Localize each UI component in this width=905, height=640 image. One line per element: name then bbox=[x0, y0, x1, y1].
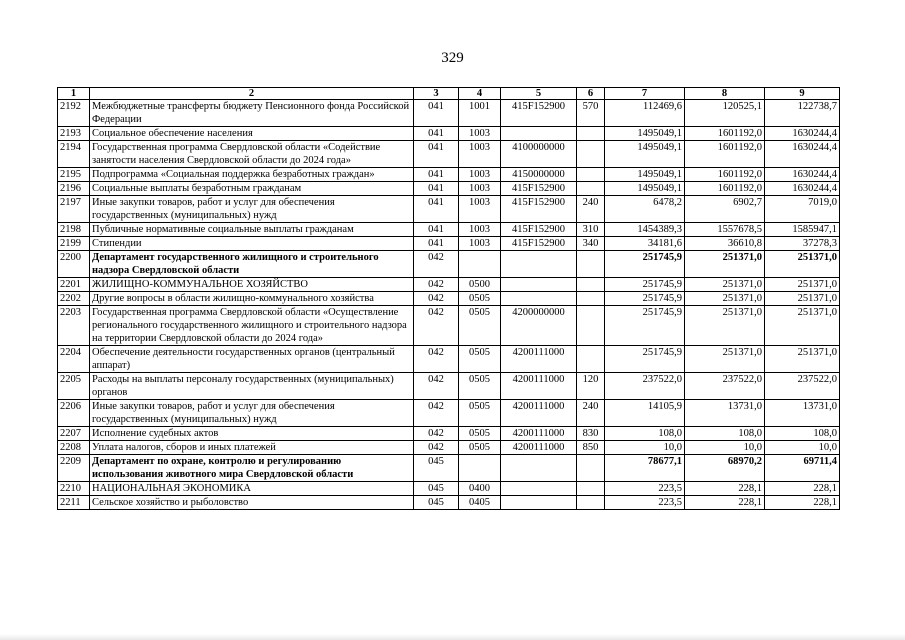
row-number-cell: 2206 bbox=[58, 400, 90, 427]
amount-year-1-cell: 251745,9 bbox=[605, 346, 685, 373]
item-name-cell: Исполнение судебных актов bbox=[90, 427, 414, 441]
amount-year-1-cell: 237522,0 bbox=[605, 373, 685, 400]
header-cell: 5 bbox=[501, 88, 577, 100]
ministry-code-cell: 045 bbox=[414, 496, 459, 510]
item-name-cell: Сельское хозяйство и рыболовство bbox=[90, 496, 414, 510]
expense-type-cell: 120 bbox=[577, 373, 605, 400]
row-number-cell: 2197 bbox=[58, 196, 90, 223]
expense-type-cell bbox=[577, 292, 605, 306]
amount-year-2-cell: 1601192,0 bbox=[685, 182, 765, 196]
amount-year-1-cell: 251745,9 bbox=[605, 278, 685, 292]
page-bottom-edge bbox=[0, 634, 905, 640]
amount-year-3-cell: 251371,0 bbox=[765, 251, 840, 278]
ministry-code-cell: 041 bbox=[414, 182, 459, 196]
target-item-cell: 415F152900 bbox=[501, 182, 577, 196]
table-row bbox=[58, 373, 840, 400]
expense-type-cell bbox=[577, 346, 605, 373]
expense-type-cell: 340 bbox=[577, 237, 605, 251]
item-name-cell: НАЦИОНАЛЬНАЯ ЭКОНОМИКА bbox=[90, 482, 414, 496]
row-number-cell: 2194 bbox=[58, 141, 90, 168]
table-row bbox=[58, 127, 840, 141]
amount-year-3-cell: 228,1 bbox=[765, 482, 840, 496]
row-number-cell: 2198 bbox=[58, 223, 90, 237]
amount-year-2-cell: 251371,0 bbox=[685, 278, 765, 292]
table-row bbox=[58, 251, 840, 278]
target-item-cell: 4200111000 bbox=[501, 441, 577, 455]
item-name-cell: Государственная программа Свердловской области «Содействие занятости населения Свердловской области до 2024 года» bbox=[90, 141, 414, 168]
target-item-cell: 415F152900 bbox=[501, 223, 577, 237]
expense-type-cell bbox=[577, 127, 605, 141]
section-code-cell: 1001 bbox=[459, 100, 501, 127]
ministry-code-cell: 041 bbox=[414, 100, 459, 127]
amount-year-3-cell: 1630244,4 bbox=[765, 127, 840, 141]
amount-year-1-cell: 108,0 bbox=[605, 427, 685, 441]
expense-type-cell: 570 bbox=[577, 100, 605, 127]
amount-year-2-cell: 120525,1 bbox=[685, 100, 765, 127]
target-item-cell: 4200111000 bbox=[501, 427, 577, 441]
header-row bbox=[58, 88, 840, 100]
amount-year-3-cell: 1630244,4 bbox=[765, 141, 840, 168]
ministry-code-cell: 042 bbox=[414, 441, 459, 455]
ministry-code-cell: 041 bbox=[414, 196, 459, 223]
amount-year-3-cell: 1585947,1 bbox=[765, 223, 840, 237]
amount-year-2-cell: 251371,0 bbox=[685, 251, 765, 278]
section-code-cell: 1003 bbox=[459, 182, 501, 196]
section-code-cell: 0505 bbox=[459, 427, 501, 441]
amount-year-1-cell: 1495049,1 bbox=[605, 168, 685, 182]
amount-year-1-cell: 1495049,1 bbox=[605, 182, 685, 196]
ministry-code-cell: 041 bbox=[414, 127, 459, 141]
amount-year-3-cell: 37278,3 bbox=[765, 237, 840, 251]
amount-year-3-cell: 228,1 bbox=[765, 496, 840, 510]
ministry-code-cell: 042 bbox=[414, 251, 459, 278]
item-name-cell: Государственная программа Свердловской области «Осуществление регионального государственного жилищного и строительного надзора на территории Свердловской области до 2024 года» bbox=[90, 306, 414, 346]
expense-type-cell: 310 bbox=[577, 223, 605, 237]
ministry-code-cell: 045 bbox=[414, 482, 459, 496]
row-number-cell: 2193 bbox=[58, 127, 90, 141]
amount-year-3-cell: 251371,0 bbox=[765, 278, 840, 292]
amount-year-3-cell: 1630244,4 bbox=[765, 182, 840, 196]
item-name-cell: Публичные нормативные социальные выплаты гражданам bbox=[90, 223, 414, 237]
amount-year-2-cell: 1557678,5 bbox=[685, 223, 765, 237]
section-code-cell: 0505 bbox=[459, 441, 501, 455]
section-code-cell bbox=[459, 251, 501, 278]
amount-year-1-cell: 6478,2 bbox=[605, 196, 685, 223]
amount-year-3-cell: 251371,0 bbox=[765, 306, 840, 346]
target-item-cell: 4200111000 bbox=[501, 400, 577, 427]
amount-year-1-cell: 1495049,1 bbox=[605, 127, 685, 141]
row-number-cell: 2203 bbox=[58, 306, 90, 346]
target-item-cell bbox=[501, 278, 577, 292]
amount-year-3-cell: 1630244,4 bbox=[765, 168, 840, 182]
ministry-code-cell: 041 bbox=[414, 141, 459, 168]
amount-year-3-cell: 7019,0 bbox=[765, 196, 840, 223]
section-code-cell: 0505 bbox=[459, 373, 501, 400]
amount-year-3-cell: 13731,0 bbox=[765, 400, 840, 427]
amount-year-2-cell: 228,1 bbox=[685, 482, 765, 496]
item-name-cell: Другие вопросы в области жилищно-коммунального хозяйства bbox=[90, 292, 414, 306]
amount-year-3-cell: 69711,4 bbox=[765, 455, 840, 482]
target-item-cell bbox=[501, 251, 577, 278]
amount-year-2-cell: 251371,0 bbox=[685, 306, 765, 346]
row-number-cell: 2210 bbox=[58, 482, 90, 496]
row-number-cell: 2201 bbox=[58, 278, 90, 292]
row-number-cell: 2192 bbox=[58, 100, 90, 127]
header-cell: 9 bbox=[765, 88, 840, 100]
amount-year-1-cell: 112469,6 bbox=[605, 100, 685, 127]
item-name-cell: Социальные выплаты безработным гражданам bbox=[90, 182, 414, 196]
ministry-code-cell: 041 bbox=[414, 237, 459, 251]
amount-year-3-cell: 251371,0 bbox=[765, 346, 840, 373]
amount-year-1-cell: 14105,9 bbox=[605, 400, 685, 427]
item-name-cell: Межбюджетные трансферты бюджету Пенсионного фонда Российской Федерации bbox=[90, 100, 414, 127]
header-cell: 1 bbox=[58, 88, 90, 100]
table-row bbox=[58, 237, 840, 251]
expense-type-cell: 240 bbox=[577, 196, 605, 223]
item-name-cell: Уплата налогов, сборов и иных платежей bbox=[90, 441, 414, 455]
header-cell: 2 bbox=[90, 88, 414, 100]
ministry-code-cell: 042 bbox=[414, 373, 459, 400]
amount-year-2-cell: 251371,0 bbox=[685, 346, 765, 373]
amount-year-2-cell: 1601192,0 bbox=[685, 141, 765, 168]
section-code-cell: 0505 bbox=[459, 292, 501, 306]
row-number-cell: 2196 bbox=[58, 182, 90, 196]
section-code-cell: 0505 bbox=[459, 306, 501, 346]
target-item-cell: 415F152900 bbox=[501, 100, 577, 127]
row-number-cell: 2199 bbox=[58, 237, 90, 251]
expense-type-cell bbox=[577, 455, 605, 482]
target-item-cell: 4150000000 bbox=[501, 168, 577, 182]
amount-year-3-cell: 10,0 bbox=[765, 441, 840, 455]
amount-year-2-cell: 13731,0 bbox=[685, 400, 765, 427]
item-name-cell: Социальное обеспечение населения bbox=[90, 127, 414, 141]
table-row bbox=[58, 441, 840, 455]
expense-type-cell: 830 bbox=[577, 427, 605, 441]
section-code-cell: 0505 bbox=[459, 346, 501, 373]
table-row bbox=[58, 292, 840, 306]
table-body bbox=[58, 100, 840, 510]
ministry-code-cell: 042 bbox=[414, 427, 459, 441]
ministry-code-cell: 042 bbox=[414, 346, 459, 373]
amount-year-2-cell: 108,0 bbox=[685, 427, 765, 441]
ministry-code-cell: 041 bbox=[414, 168, 459, 182]
amount-year-1-cell: 251745,9 bbox=[605, 306, 685, 346]
amount-year-1-cell: 78677,1 bbox=[605, 455, 685, 482]
table-row bbox=[58, 223, 840, 237]
amount-year-2-cell: 237522,0 bbox=[685, 373, 765, 400]
section-code-cell: 1003 bbox=[459, 223, 501, 237]
amount-year-1-cell: 251745,9 bbox=[605, 251, 685, 278]
table-row bbox=[58, 306, 840, 346]
target-item-cell bbox=[501, 482, 577, 496]
table-row bbox=[58, 182, 840, 196]
amount-year-2-cell: 68970,2 bbox=[685, 455, 765, 482]
section-code-cell: 1003 bbox=[459, 127, 501, 141]
row-number-cell: 2208 bbox=[58, 441, 90, 455]
table-row bbox=[58, 496, 840, 510]
item-name-cell: Иные закупки товаров, работ и услуг для обеспечения государственных (муниципальных) нужд bbox=[90, 196, 414, 223]
target-item-cell bbox=[501, 127, 577, 141]
table-row bbox=[58, 455, 840, 482]
amount-year-2-cell: 228,1 bbox=[685, 496, 765, 510]
section-code-cell: 1003 bbox=[459, 196, 501, 223]
section-code-cell: 0400 bbox=[459, 482, 501, 496]
amount-year-1-cell: 1495049,1 bbox=[605, 141, 685, 168]
row-number-cell: 2205 bbox=[58, 373, 90, 400]
item-name-cell: Департамент по охране, контролю и регулированию использования животного мира Свердловской области bbox=[90, 455, 414, 482]
row-number-cell: 2209 bbox=[58, 455, 90, 482]
amount-year-3-cell: 122738,7 bbox=[765, 100, 840, 127]
section-code-cell: 0505 bbox=[459, 400, 501, 427]
expense-type-cell bbox=[577, 141, 605, 168]
target-item-cell: 4200000000 bbox=[501, 306, 577, 346]
section-code-cell: 0500 bbox=[459, 278, 501, 292]
table-row bbox=[58, 196, 840, 223]
amount-year-1-cell: 223,5 bbox=[605, 496, 685, 510]
target-item-cell bbox=[501, 496, 577, 510]
table-row bbox=[58, 346, 840, 373]
ministry-code-cell: 041 bbox=[414, 223, 459, 237]
header-cell: 4 bbox=[459, 88, 501, 100]
item-name-cell: Обеспечение деятельности государственных органов (центральный аппарат) bbox=[90, 346, 414, 373]
ministry-code-cell: 042 bbox=[414, 400, 459, 427]
target-item-cell: 4200111000 bbox=[501, 373, 577, 400]
amount-year-1-cell: 10,0 bbox=[605, 441, 685, 455]
item-name-cell: Стипендии bbox=[90, 237, 414, 251]
amount-year-1-cell: 251745,9 bbox=[605, 292, 685, 306]
row-number-cell: 2211 bbox=[58, 496, 90, 510]
row-number-cell: 2200 bbox=[58, 251, 90, 278]
target-item-cell bbox=[501, 292, 577, 306]
ministry-code-cell: 042 bbox=[414, 278, 459, 292]
table-row bbox=[58, 100, 840, 127]
amount-year-2-cell: 1601192,0 bbox=[685, 127, 765, 141]
header-cell: 3 bbox=[414, 88, 459, 100]
expense-type-cell bbox=[577, 306, 605, 346]
expense-type-cell: 850 bbox=[577, 441, 605, 455]
ministry-code-cell: 042 bbox=[414, 292, 459, 306]
row-number-cell: 2204 bbox=[58, 346, 90, 373]
expense-type-cell bbox=[577, 182, 605, 196]
item-name-cell: Расходы на выплаты персоналу государственных (муниципальных) органов bbox=[90, 373, 414, 400]
row-number-cell: 2195 bbox=[58, 168, 90, 182]
amount-year-3-cell: 108,0 bbox=[765, 427, 840, 441]
expense-type-cell bbox=[577, 168, 605, 182]
ministry-code-cell: 045 bbox=[414, 455, 459, 482]
amount-year-2-cell: 10,0 bbox=[685, 441, 765, 455]
table-row bbox=[58, 482, 840, 496]
item-name-cell: ЖИЛИЩНО-КОММУНАЛЬНОЕ ХОЗЯЙСТВО bbox=[90, 278, 414, 292]
item-name-cell: Департамент государственного жилищного и строительного надзора Свердловской области bbox=[90, 251, 414, 278]
item-name-cell: Подпрограмма «Социальная поддержка безработных граждан» bbox=[90, 168, 414, 182]
amount-year-2-cell: 36610,8 bbox=[685, 237, 765, 251]
item-name-cell: Иные закупки товаров, работ и услуг для обеспечения государственных (муниципальных) нужд bbox=[90, 400, 414, 427]
amount-year-1-cell: 1454389,3 bbox=[605, 223, 685, 237]
amount-year-3-cell: 237522,0 bbox=[765, 373, 840, 400]
expense-type-cell bbox=[577, 496, 605, 510]
target-item-cell: 4100000000 bbox=[501, 141, 577, 168]
table-row bbox=[58, 400, 840, 427]
section-code-cell bbox=[459, 455, 501, 482]
section-code-cell: 1003 bbox=[459, 168, 501, 182]
target-item-cell: 415F152900 bbox=[501, 196, 577, 223]
row-number-cell: 2202 bbox=[58, 292, 90, 306]
target-item-cell bbox=[501, 455, 577, 482]
page-number: 329 bbox=[441, 50, 464, 66]
expense-type-cell: 240 bbox=[577, 400, 605, 427]
amount-year-2-cell: 1601192,0 bbox=[685, 168, 765, 182]
amount-year-1-cell: 34181,6 bbox=[605, 237, 685, 251]
section-code-cell: 1003 bbox=[459, 141, 501, 168]
header-cell: 8 bbox=[685, 88, 765, 100]
expense-type-cell bbox=[577, 278, 605, 292]
table-row bbox=[58, 141, 840, 168]
ministry-code-cell: 042 bbox=[414, 306, 459, 346]
amount-year-2-cell: 251371,0 bbox=[685, 292, 765, 306]
table-row bbox=[58, 278, 840, 292]
budget-table bbox=[57, 87, 840, 510]
section-code-cell: 0405 bbox=[459, 496, 501, 510]
header-cell: 6 bbox=[577, 88, 605, 100]
amount-year-2-cell: 6902,7 bbox=[685, 196, 765, 223]
header-cell: 7 bbox=[605, 88, 685, 100]
table-row bbox=[58, 168, 840, 182]
row-number-cell: 2207 bbox=[58, 427, 90, 441]
expense-type-cell bbox=[577, 251, 605, 278]
amount-year-3-cell: 251371,0 bbox=[765, 292, 840, 306]
section-code-cell: 1003 bbox=[459, 237, 501, 251]
expense-type-cell bbox=[577, 482, 605, 496]
table-row bbox=[58, 427, 840, 441]
amount-year-1-cell: 223,5 bbox=[605, 482, 685, 496]
target-item-cell: 415F152900 bbox=[501, 237, 577, 251]
target-item-cell: 4200111000 bbox=[501, 346, 577, 373]
